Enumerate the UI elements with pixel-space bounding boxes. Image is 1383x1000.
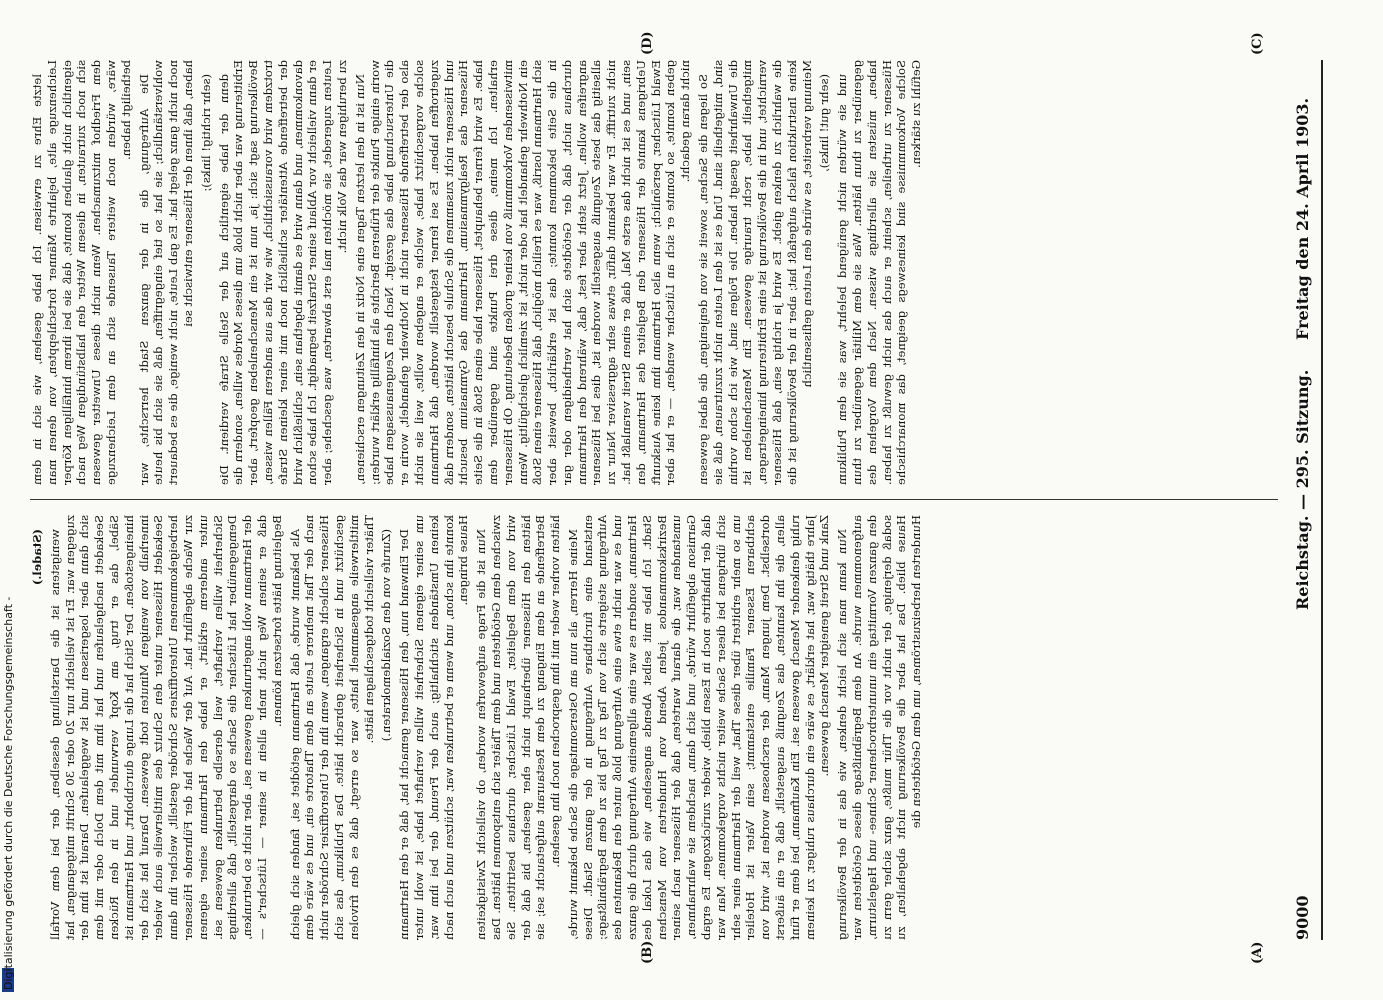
paragraph: und sie würden nicht genügend belehrt, was sie dem Publikum gegenüber zu thun hätten. Was sie dem Militär gegenüber zu thun haben, müssten sie allerdings wissen. Nach dem Vorgehen des Hüssener zu urtheilen, scheint er auch das nicht gewußt zu haben. Solche Vorkommnisse sind keineswegs geeignet, das monarchische Gefühl zu stärken.: [835, 60, 924, 485]
paragraph: (sehr gut! links),: [817, 74, 832, 172]
margin-mark-b: (B): [640, 940, 655, 964]
speaker-label: (Stadel.): [30, 529, 44, 586]
paragraph: Als bekannt wurde, daß Hartmann getödtet sei, fanden sich gleich nach der That mehrere Leute an dem Thatorte ein, und es wäre dem Hüssener schlecht ergangen, wenn ihn der Unteroffizier Schröder nicht geschützt und in Sicherheit gebracht hätte. Das Publikum, das sich mittlerweile angesammelt hatte, war so erregt, daß es den frivolen Thäter vielleicht todtgeschlagen hätte.: [287, 515, 376, 940]
paragraph: (Zurufe von den Sozialdemokraten.): [379, 529, 394, 742]
paragraph: Der Einwand nun, den Hüssener gemacht hat, daß er den Hartmann um seiner eigenen Sicherheit willen verhaftet habe, ist wohl unter keinen Umständen stichhaltig; auch der Freund, der bei ihm war, konnte ihn schon, und wenn er betrunken war, schützen und auch nach Hause bringen.: [397, 515, 471, 940]
paragraph: Nun ist die Frage aufgeworfen worden, ob vielleicht Zwistigkeiten zwischen dem Getödteten und dem Thäter sich entsponnen hätten. Das wird von dem Begleiter, Ewald Lütscher, durchaus bestritten. Sie hätten den Hüssener überhaupt nicht eher gesehen, bis daß der Betreffende an dem Eingang zu dem Restaurant aufgetaucht sei; sie hätten vorher weder mit ihm gesprochen noch ihn gesehen.: [474, 515, 563, 940]
margin-mark-d: (D): [640, 31, 655, 55]
right-column: [30, 60, 1278, 485]
paragraph: letzte Ehre zu erweisen. Ich habe gesehen, wie sich in dem Leichenzuge alte, bejahrte Männer fortschleppten, von denen man eigentlich nicht glauben konnte, daß sie bei ihrem hinfälligen Körper sich noch zutrauten, in diesem Wetter den halbstündigen Weg nach dem Friedhof mitzumachen. Wenn nicht dieses Unwetter gewesen wäre, würden noch weitere Tausende sich an dem Leichenzuge betheiligt haben.: [30, 60, 133, 485]
credit-text: Digitalisierung gefördert durch die Deutsche Forschungsgemeinschaft -: [2, 596, 15, 990]
paragraph: wenigstens ist die Darstellung desselben, der bei dem Vorfall zugegen war. Er ist vielleicht nur 20 oder 30 Schritt mitgegangen, hat sich dann aber losgerissen und ist weggelaufen. Darauf ist ihm der Seekadett nachgelaufen und hat ihm mit dem Dolch oder mit dem Säbel, das er trug, am Kopf verwundet und in den Rücken hineingestoßen. Der Stich hat die Lunge durchbohrt, und Hartmann ist innerhalb von wenigen Minuten todt gewesen. Darauf hat sich der Seekadett Hüssener unter den Schutz des mittlerweile auch wieder herbeigekommenen Unteroffiziers Schröder gestellt, welcher ihn dann zur Wache abgeführt hat. Auf der Wache hat der Führende Hüssener unter anderem erklärt, er habe den Hartmann seiner eigenen Sicherheit willen verhaftet, weil derselbe betrunken gewesen sei. Demgegenüber hat Lütscher die Sache so dargestellt, daß allerdings der Hartmann wohl angetrunken gewesen sei, aber nicht so betrunken, daß er seinen Weg nicht mehr allein in seiner — Lütscher's — Begleitung hätte fortsetzen können.: [47, 515, 284, 940]
paragraph: denn der habe eigentlich auf der Stelle Strafe verdient. Die Erbitterung war aber nicht bloß um dieses Mordes willen, sondern die Bevölkerung sagt sich: ja, nun ist ein Menschenleben geopfert, aber trotzdem wird voraussichtlich, wie wir das aus anderen Fällen wissen, der betreffende Attentäter schließlich noch mit einer kleinen Strafe davonkommen, und dann wird es damit abgethan sein, schließlich wird er dann vielleicht vor Ablauf seiner Strafzeit begnadigt. Ich habe schon Leuten zugeredet, sie möchten mal erst abwarten, was geschehe; aber zu beruhigen war das Volk nicht.: [216, 60, 349, 485]
paragraph: Meine Herren, als nun am Ostersonntage die Sache bekannt wurde, entstand eine furchtbare Aufregung in der ganzen Stadt. Diese Aufregung steigerte sich von Tag zu Tag bis zu dem Begräbnißtage; und es war nicht etwa eine Aufregung bloß unter den Bekannten des Hartmann, sondern es war eine allgemeine Aufregung durch die ganze Stadt. Ich habe mit selbst Abends angesehen, wie das Lokal des Bezirkskommandos jeden Abend von Hunderten von Menschen umstanden war, die darauf warteten, daß der Hüssener nach seiner Garnison abgeführt würde, und sich dann, nachdem sie wahrnahmen, daß der Inhaftirte noch in Essen blieb, wieder zurückzogen. Es ergab sich übrigens bei dieser Sache weiter nichts vorgekommen. Man war um so mehr erbittert über diese That, weil der Hartmann einer sehr achtbaren Essener Familie entstammt; sein Vater ist Hotelier dortselbst. Dem jungen Mann, der erschossen worden ist, wird von allen, die ihn kannten, das Zeugniß ausgestellt, daß er ein äußerst ruhig denkender Mensch gewesen sei. Ein Kaufmann, bei dem er fünf Jahre thätig war, hat erklärt, es wäre ein durchaus ruhiger, zu keinem Zank und Streit geneigter Mensch gewesen.: [565, 515, 832, 940]
paragraph: Nun kann man sich leicht denken, wie das in der Bevölkerung aufgenommen wurde. An dem Begräbnißtage dieses Getödteten war den ganzen Vormittag ein ununterbrochener Schnee- und Hagelsturm, sodaß derjenige, der nicht vor die Thür mußte, ganz sicher gern zu Hause blieb. Das hat aber die Bevölkerung nicht abgehalten, zu Hunderten herbeizuströmen, um dem Getödteten die: [835, 515, 924, 940]
paragraph: (sehr richtig! links);: [198, 74, 213, 192]
paragraph: Nun ist in den letzten Tagen eine Notiz in den Zeitungen erschienen, worin einige Punkte der früheren Berichte als hinfällig erklärt wurden; die Untersuchung habe das gezeigt. Nach den Zeugenaussagen habe also der betreffende Hüssener nicht in Nothwehr gehandelt, worin er solche vorgeschützt habe, welche er angeben wollte, weil sie nicht zugetroffen haben. Es sei ferner festgestellt worden, daß Hartmann und Hüssener nicht zusammen die Schule besucht hätten, sondern daß Hüssener das Realgymnasium, Hartmann das Gymnasium besucht habe. Es wird ferner behauptet, Hüssener habe einen Stoß in die Seite erhalten. Ich meine, diese drei Punkte sind gegenüber dem mitwissenden Vorkommniß von keiner großen Bedeutung. Ob Hüssener ein Nothwehr gehandelt hat oder nicht, ist ziemlich gleichgültig. Wenn sich Hartmann losriß, war es freilich möglich, daß Hüssener einen Stoß in die Seite bekommen konnte; das ist erklärlich, beweist aber durchaus nicht, daß der Getödtete sich hat vertheidigen oder gar angreifen wollen. Jetzt steht aber fest, daß, während den Hartmann allseitig das beste Zeugniß ausgestellt worden ist, dies bei Hüssener nicht zutrifft. Er war bekannt dafür, etwas sehr aggressiver Natur zu sein, und es ist nicht das erste Mal, daß er einen Streit veranlaßt hat. Uebrigens kannte der Hüssener den Begleiter des Hartmann, den Ewald Lütscher, persönlich; wenn also Hartmann ihm keine Auskunft geben konnte, so konnte er sich an Lütscher wenden, — er hat aber nicht daran gedacht.: [352, 60, 693, 485]
margin-mark-a: (A): [1250, 941, 1265, 964]
margin-mark-c: (C): [1250, 32, 1265, 55]
paragraph: Die Aufregung, die in der ganzen Stadt herrschte, war wohlverständlich; sie hat so tief eingegriffen, daß sie sich bis heute noch nicht ganz gelegt hat. Es gab Leute, nicht wenige, die es bedauert haben, daß ihnen der Hüssener entwischt sei: [136, 60, 195, 485]
paragraph: So liegen die Sachen, soweit sie von denjenigen, die dabei gewesen sind, mitgetheilt sind. Und es ist den Leuten nicht zuzutrauen, daß sie die Unwahrheit gesagt haben. Die Folgen sind, wie ich schon vorhin mitgetheilt habe, recht traurige gewesen. Ein Menschenleben ist vernichtet, und in die Bevölkerung ist eine Erbitterung hineingetragen, die wahrlich zu denken giebt. Es wird ja richtig sein, daß Hüssener keine Instruktion falsch aufgefaßt hat; aber in der Bevölkerung ist die Meinung verbreitet, es würde den Leuten geflissentlich: [696, 60, 814, 485]
left-column: [30, 515, 1278, 940]
digitization-credit: [0, 0, 16, 1000]
page-number: 9000: [1293, 895, 1312, 940]
column-divider: [30, 499, 1278, 500]
page-header: [1285, 60, 1323, 940]
session-title: Reichstag. — 295. Sitzung.: [1293, 369, 1312, 610]
date-line: Freitag den 24. April 1903.: [1293, 97, 1312, 340]
